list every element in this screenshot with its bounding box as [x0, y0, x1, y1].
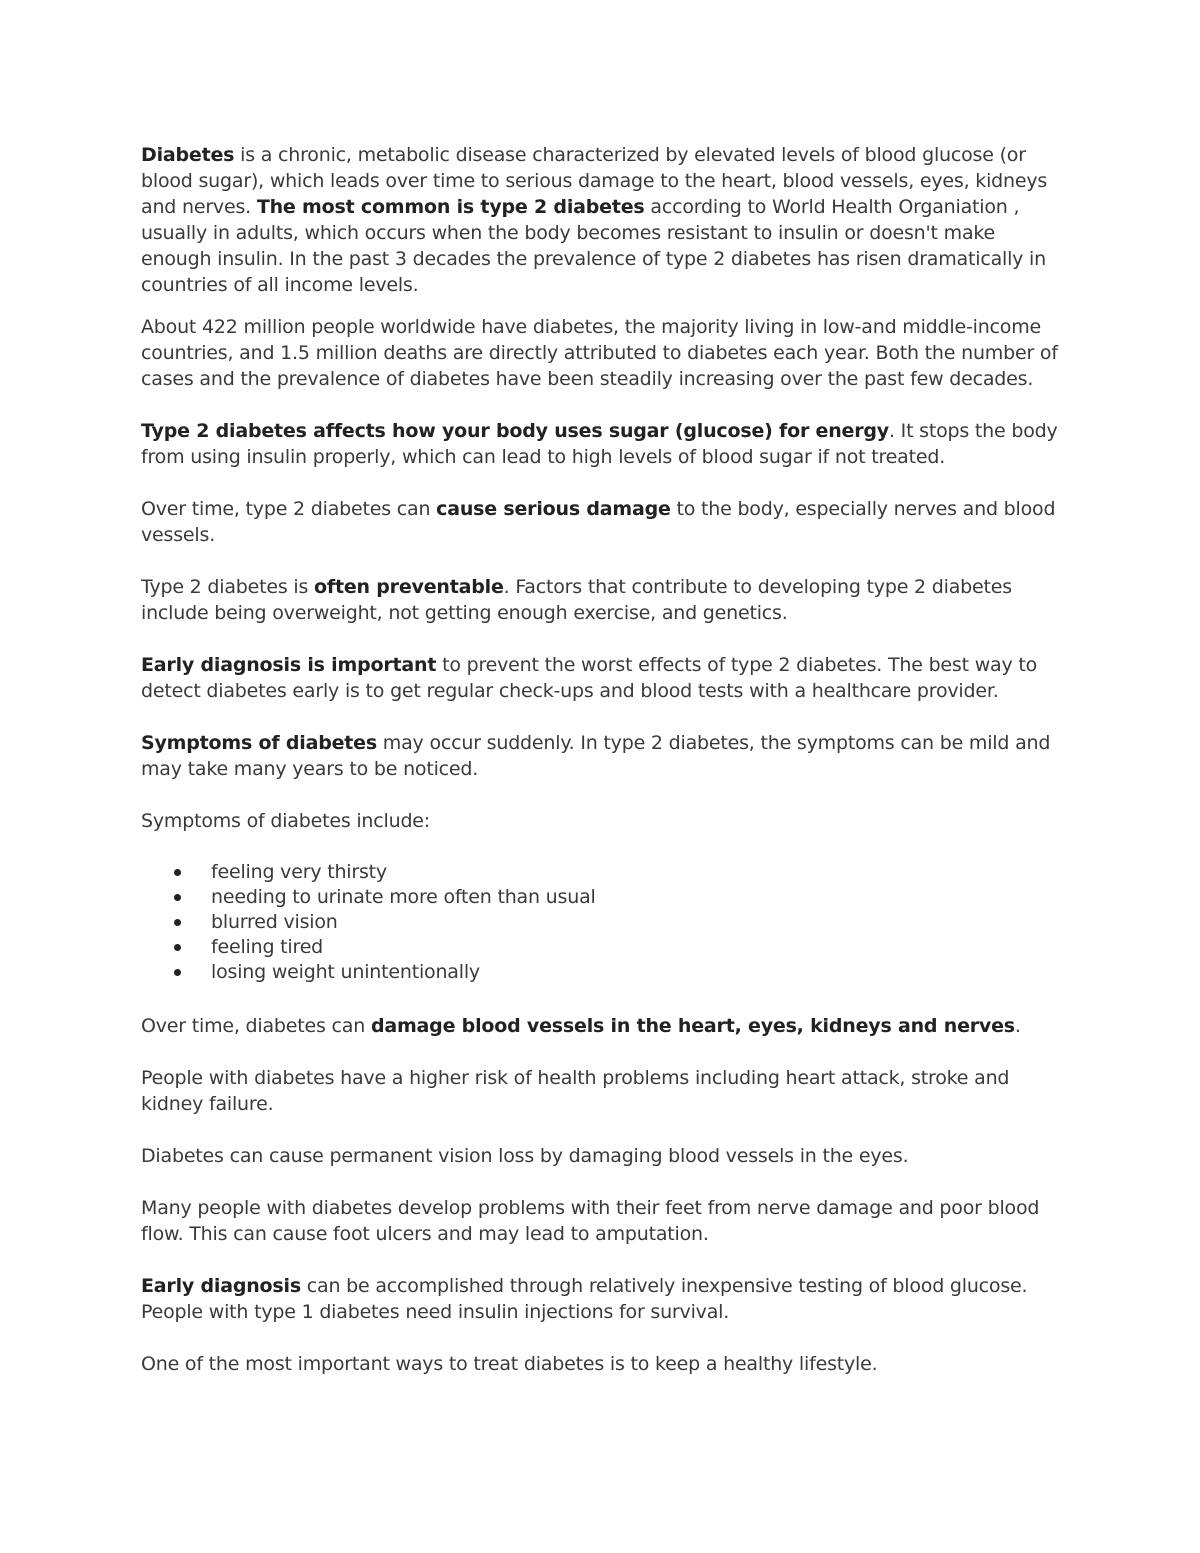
text-span: according to World Health Organiation , usually in adults, which occurs when the body becomes resistant to insulin or doesn't make enough insulin. In the past 3 decades the prevalence of type 2 diabetes has risen dramatically in countries of all income levels. — [141, 196, 1046, 296]
bold-early-diagnosis: Early diagnosis — [141, 1275, 301, 1297]
text-span: to prevent the worst effects of type 2 diabetes. The best way to detect diabetes early is to get regular check-ups and blood tests with a healthcare provider. — [141, 654, 1038, 702]
paragraph-prevalence — [141, 314, 1071, 392]
text-span: People with diabetes have a higher risk of health problems including heart attack, stroke and kidney failure. — [141, 1067, 1010, 1115]
text-span: . It stops the body from using insulin properly, which can lead to high levels of blood sugar if not treated. — [141, 420, 1058, 468]
bold-symptoms-of-diabetes: Symptoms of diabetes — [141, 732, 377, 754]
bold-damage-blood-vessels: damage blood vessels in the heart, eyes, kidneys and nerves — [370, 1015, 1015, 1037]
text-span: may occur suddenly. In type 2 diabetes, the symptoms can be mild and may take many years to be noticed. — [141, 732, 1051, 780]
text-span: . — [1014, 1015, 1021, 1037]
paragraph-preventable — [141, 574, 1071, 626]
paragraph-symptoms-include — [141, 808, 1071, 834]
bold-early-diagnosis-important: Early diagnosis is important — [141, 654, 437, 676]
text-span: Diabetes can cause permanent vision loss by damaging blood vessels in the eyes. — [141, 1145, 909, 1167]
list-item: feeling tired — [211, 935, 1071, 960]
text-span: is a chronic, metabolic disease characterized by elevated levels of blood glucose (or blood sugar), which leads over time to serious damage to the heart, blood vessels, eyes, kidneys and nerves. — [141, 144, 1048, 218]
text-span: . Factors that contribute to developing type 2 diabetes include being overweight, not getting enough exercise, and genetics. — [141, 576, 1012, 624]
text-span: One of the most important ways to treat diabetes is to keep a healthy lifestyle. — [141, 1353, 878, 1375]
bold-diabetes: Diabetes — [141, 144, 235, 166]
symptoms-list — [141, 860, 1071, 985]
paragraph-damage-vessels — [141, 1013, 1071, 1039]
paragraph-testing — [141, 1273, 1071, 1325]
paragraph-higher-risk — [141, 1065, 1071, 1117]
text-span: Type 2 diabetes is — [141, 576, 315, 598]
bold-cause-serious-damage: cause serious damage — [436, 498, 671, 520]
paragraph-healthy-lifestyle — [141, 1351, 1071, 1377]
paragraph-symptoms-sudden — [141, 730, 1071, 782]
text-span: can be accomplished through relatively inexpensive testing of blood glucose. People with type 1 diabetes need insulin injections for survival. — [141, 1275, 1028, 1323]
bold-often-preventable: often preventable — [314, 576, 504, 598]
list-item: feeling very thirsty — [211, 860, 1071, 885]
bold-most-common: The most common is type 2 diabetes — [256, 196, 645, 218]
list-item: blurred vision — [211, 910, 1071, 935]
paragraph-serious-damage — [141, 496, 1071, 548]
paragraph-feet-problems — [141, 1195, 1071, 1247]
list-item: needing to urinate more often than usual — [211, 885, 1071, 910]
text-span: Symptoms of diabetes include: — [141, 810, 430, 832]
text-span: About 422 million people worldwide have diabetes, the majority living in low-and middle-income countries, and 1.5 million deaths are directly attributed to diabetes each year. Both the number of cases and the prevalence of diabetes have been steadily increasing over the past few decades. — [141, 316, 1058, 390]
text-span: Over time, type 2 diabetes can — [141, 498, 437, 520]
paragraph-type2-energy — [141, 418, 1071, 470]
text-span: to the body, especially nerves and blood vessels. — [141, 498, 1056, 546]
text-span: Over time, diabetes can — [141, 1015, 371, 1037]
text-span: Many people with diabetes develop problems with their feet from nerve damage and poor blood flow. This can cause foot ulcers and may lead to amputation. — [141, 1197, 1040, 1245]
paragraph-intro — [141, 142, 1071, 298]
bold-type2-affects: Type 2 diabetes affects how your body uses sugar (glucose) for energy — [141, 420, 889, 442]
list-item: losing weight unintentionally — [211, 960, 1071, 985]
paragraph-vision-loss — [141, 1143, 1071, 1169]
paragraph-early-diagnosis — [141, 652, 1071, 704]
document-page — [141, 142, 1071, 1377]
